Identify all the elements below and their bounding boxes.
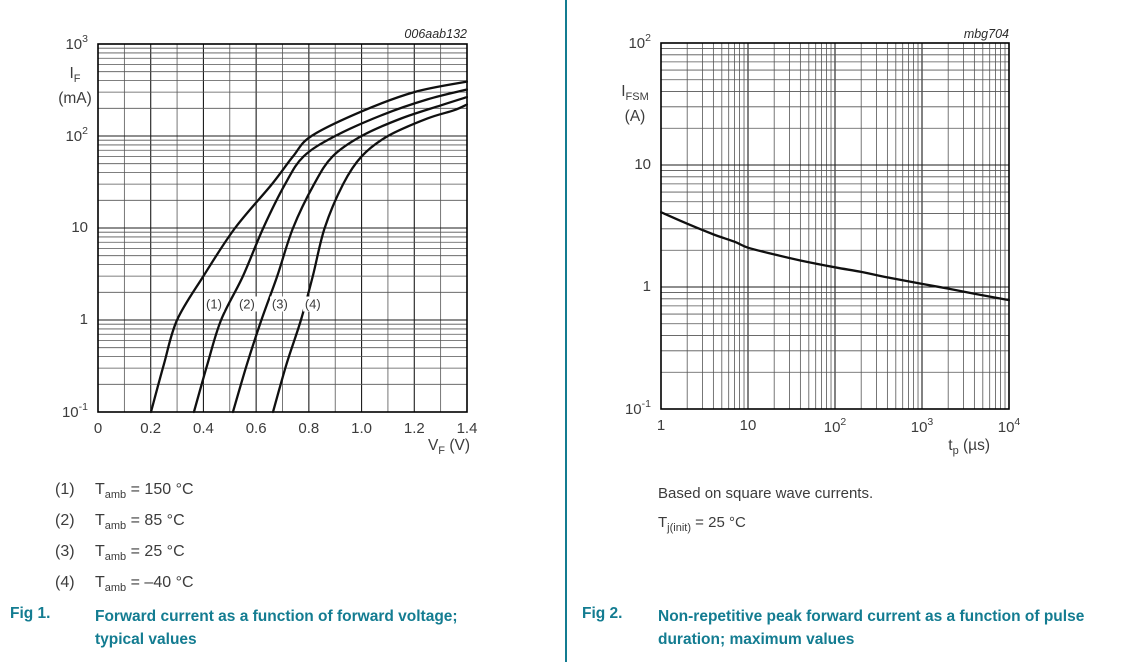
fig2-caption: Non-repetitive peak forward current as a function of pulse duration; maximum values — [658, 608, 1085, 648]
legend-item-text: $T_{amb} = -40$ °C — [95, 574, 194, 595]
fig2-note-temperature: $T_{j(init)} = 25$ °C — [658, 514, 746, 534]
fig1-caption-label: Fig 1. — [10, 605, 51, 622]
y-tick-label: $10^2$ — [65, 125, 88, 146]
fig2-x-axis-label — [910, 437, 990, 457]
legend-item-1 — [55, 481, 194, 500]
x-tick-label: $10^3$ — [910, 416, 934, 436]
x-tick-label: 0.8 — [298, 420, 320, 437]
fig1-legend — [55, 481, 194, 605]
legend-item-number: (4) — [55, 574, 75, 591]
fig1-y-symbol-sub: F — [73, 73, 81, 86]
fig2-y-axis-label — [600, 82, 670, 126]
curve-number-label: (1) — [206, 296, 222, 312]
fig1-y-symbol: I — [69, 65, 74, 82]
fig1-caption: Forward current as a function of forward voltage; typical values — [95, 608, 458, 648]
legend-item-3 — [55, 543, 194, 562]
x-tick-label: 1.0 — [351, 420, 372, 437]
fig2-y-unit: (A) — [624, 108, 646, 126]
fig1-x-unit: (V) — [445, 437, 470, 454]
fig1-x-axis-label — [390, 437, 470, 457]
y-tick-label: $10^{-1}$ — [624, 398, 651, 419]
y-tick-label: 10 — [634, 156, 651, 174]
fig1-x-symbol-sub: F — [438, 445, 446, 458]
fig1-plot-code: 006aab132 — [404, 27, 467, 41]
fig2-plot-code: mbg704 — [963, 27, 1009, 41]
legend-item-number: (1) — [55, 481, 75, 498]
fig2-y-symbol-sub: FSM — [625, 91, 649, 104]
x-tick-label: 0 — [93, 420, 103, 437]
y-tick-label: 1 — [642, 278, 651, 296]
legend-item-text: $T_{amb} = 150$ °C — [95, 481, 194, 502]
y-tick-label: 1 — [79, 311, 88, 329]
y-tick-label: 10 — [71, 219, 88, 237]
fig2-note-conditions: Based on square wave currents. — [658, 485, 874, 502]
fig2-x-symbol-sub: p — [952, 445, 959, 458]
y-tick-label: $10^{-1}$ — [61, 401, 88, 422]
x-tick-label: 1 — [656, 417, 666, 434]
legend-item-number: (2) — [55, 512, 75, 529]
fig1-chart — [98, 44, 467, 412]
x-tick-label: 0.4 — [192, 420, 214, 437]
y-tick-label: $10^3$ — [65, 33, 88, 54]
fig2-y-symbol: I — [621, 83, 626, 100]
y-tick-label: $10^2$ — [628, 32, 651, 53]
x-tick-label: $10^4$ — [997, 416, 1021, 436]
legend-item-number: (3) — [55, 543, 75, 560]
legend-item-text: $T_{amb} = 25$ °C — [95, 543, 185, 564]
x-tick-label: 1.2 — [403, 420, 425, 437]
fig2-chart — [661, 43, 1009, 409]
legend-item-2 — [55, 512, 194, 531]
fig2-x-unit: (µs) — [958, 437, 990, 454]
legend-item-text: $T_{amb} = 85$ °C — [95, 512, 185, 533]
curve-3 — [233, 97, 467, 412]
curve-number-label: (2) — [238, 296, 255, 312]
fig1-x-symbol: V — [427, 437, 439, 454]
fig2-x-symbol: t — [948, 437, 953, 454]
legend-item-4 — [55, 574, 194, 593]
x-tick-label: $10^2$ — [823, 416, 847, 436]
x-tick-label: 0.2 — [140, 420, 162, 437]
curve-2 — [194, 90, 467, 412]
x-tick-label: 0.6 — [245, 420, 267, 437]
column-divider — [565, 0, 567, 662]
x-tick-label: 10 — [739, 417, 757, 434]
fig2-caption-label: Fig 2. — [582, 605, 623, 622]
x-tick-label: 1.4 — [456, 420, 478, 437]
fig1-y-unit: (mA) — [58, 90, 92, 108]
curve-number-label: (3) — [271, 296, 288, 312]
curve-number-label: (4) — [304, 296, 321, 312]
